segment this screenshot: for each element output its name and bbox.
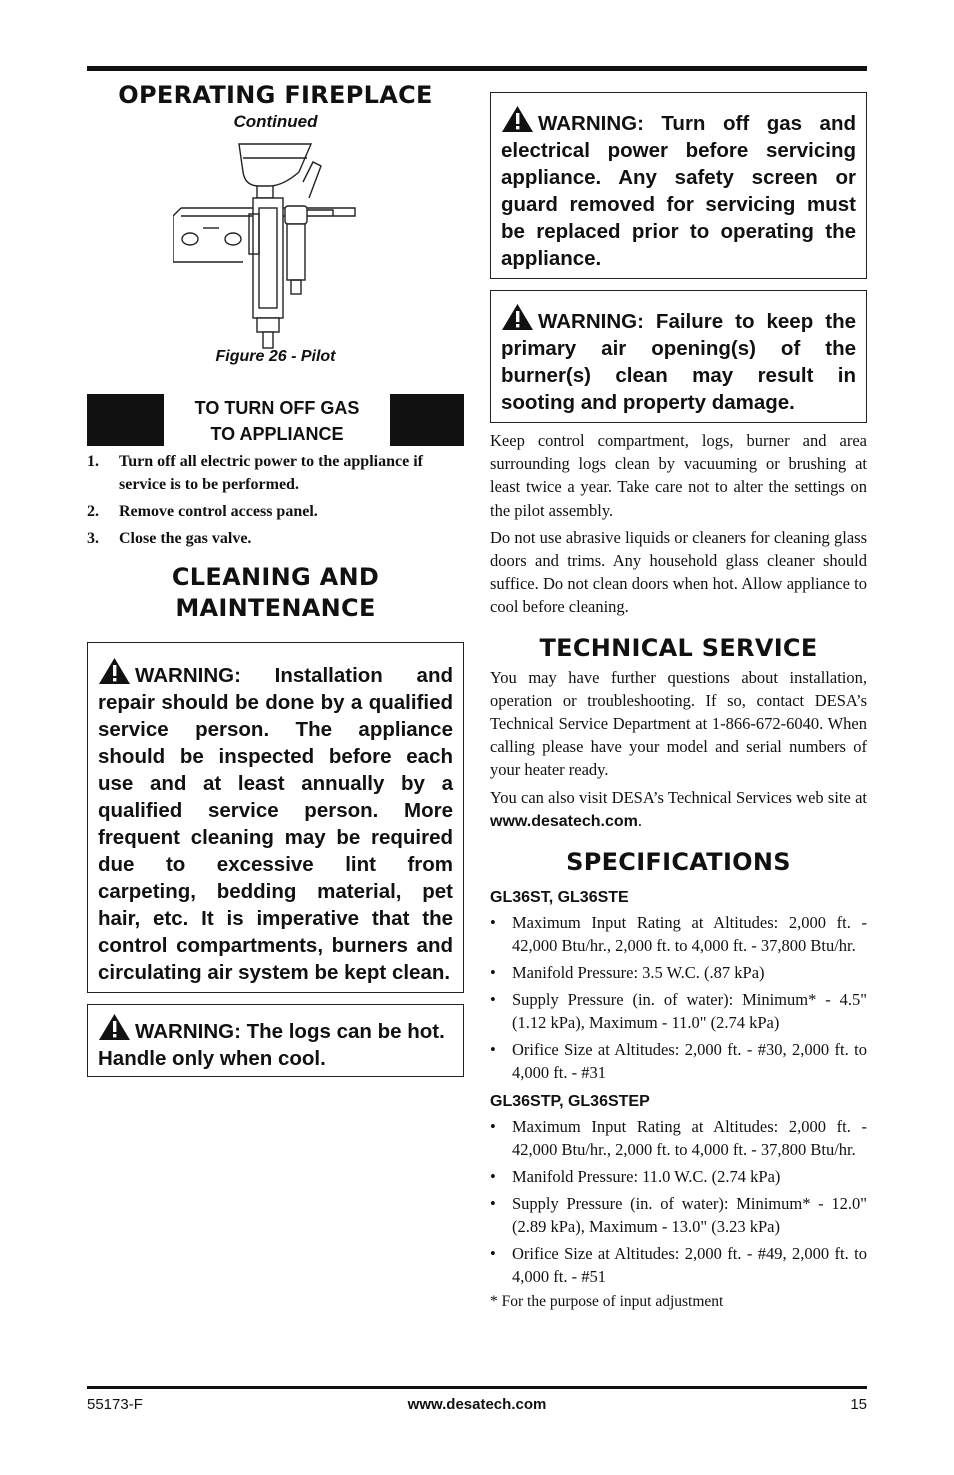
document-number: 55173-F: [87, 1396, 143, 1413]
bottom-rule: [87, 1386, 867, 1389]
section-title-cleaning: CLEANING AND MAINTENANCE: [171, 563, 380, 622]
spec-list: [490, 911, 867, 1084]
turn-off-steps: [87, 450, 464, 550]
footer-website: www.desatech.com: [407, 1396, 547, 1413]
cleaning-paragraph-2: Do not use abrasive liquids or cleaners for cleaning glass doors and trims. Any household glass cleaner should suffice. Do not clean doors when hot. Allow appliance to cool before cleaning.: [490, 527, 867, 617]
warning-triangle-icon: [98, 657, 131, 685]
header-bar-right: [390, 394, 464, 446]
list-item: 2. Remove control access panel.: [87, 503, 318, 520]
list-item: • Maximum Input Rating at Altitudes: 2,000 ft. - 42,000 Btu/hr., 2,000 ft. to 4,000 ft. - 37,800 Btu/hr.: [490, 913, 867, 956]
footnote: * For the purpose of input adjustment: [490, 1293, 724, 1311]
list-item: 3. Close the gas valve.: [87, 530, 252, 547]
warning-box-turn-off-gas: [490, 92, 867, 279]
warning-box-air-opening: [490, 290, 867, 423]
warning-box-installation: [87, 642, 464, 993]
section-subtitle-continued: Continued: [233, 112, 318, 131]
header-bar-left: [87, 394, 164, 446]
warning-turn-off-text: WARNING: Turn off gas and electrical power before servicing appliance. Any safety screen or guard removed for servicing must be replaced prior to operating the appliance.: [501, 112, 856, 270]
warning-air-opening-text: WARNING: Failure to keep the primary air opening(s) of the burner(s) clean may result in sooting and property damage.: [501, 310, 856, 414]
model-heading: GL36ST, GL36STE: [490, 889, 629, 907]
model-heading: GL36STP, GL36STEP: [490, 1093, 650, 1111]
warning-triangle-icon: [98, 1013, 131, 1041]
figure-caption: Figure 26 - Pilot: [215, 348, 336, 365]
warning-installation-text: WARNING: Installation and repair should be done by a qualified service person. The appliance should be inspected before each use and at least annually by a qualified service person. More frequent cleaning may be required due to excessive lint from carpeting, bedding material, pet hair, etc. It is imperative that the control compartments, burners and circulating air system be kept clean.: [98, 664, 453, 984]
list-item: • Orifice Size at Altitudes: 2,000 ft. - #30, 2,000 ft. to 4,000 ft. - #31: [490, 1040, 867, 1083]
section-title-specifications: SPECIFICATIONS: [566, 848, 791, 877]
right-column: [490, 92, 867, 1312]
pilot-assembly-illustration: [173, 142, 363, 352]
warning-triangle-icon: [501, 303, 534, 331]
list-item: • Supply Pressure (in. of water): Minimum* - 4.5" (1.12 kPa), Maximum - 11.0" (2.74 kPa): [490, 990, 867, 1033]
warning-box-logs: [87, 1004, 464, 1077]
spec-list: [490, 1115, 867, 1288]
warning-logs-text: WARNING: The logs can be hot. Handle only when cool.: [98, 1020, 445, 1070]
page-number: 15: [850, 1396, 867, 1413]
list-item: 1. Turn off all electric power to the appliance if service is to be performed.: [87, 453, 423, 493]
technical-paragraph-2: You can also visit DESA’s Technical Services web site at www.desatech.com.: [490, 787, 867, 830]
turn-off-gas-header: [87, 394, 464, 446]
cleaning-paragraph-1: Keep control compartment, logs, burner and area surrounding logs clean by vacuuming or brushing at least twice a year. Take care not to alter the settings on the pilot assembly.: [490, 431, 867, 520]
left-column: [87, 80, 464, 1077]
turn-off-line-2: TO APPLIANCE: [210, 424, 344, 444]
list-item: • Supply Pressure (in. of water): Minimum* - 12.0" (2.89 kPa), Maximum - 13.0" (3.23 kPa): [490, 1194, 867, 1237]
warning-triangle-icon: [501, 105, 534, 133]
list-item: • Maximum Input Rating at Altitudes: 2,000 ft. - 42,000 Btu/hr., 2,000 ft. to 4,000 ft. - 37,800 Btu/hr.: [490, 1117, 867, 1160]
section-title-technical-service: TECHNICAL SERVICE: [539, 633, 818, 662]
website-link[interactable]: www.desatech.com: [490, 812, 638, 830]
top-rule: [87, 66, 867, 71]
technical-paragraph-1: You may have further questions about installation, operation or troubleshooting. If so, contact DESA’s Technical Service Department at 1-866-672-6040. When calling please have your model and serial numbers of your heater ready.: [490, 667, 867, 780]
turn-off-line-1: TO TURN OFF GAS: [194, 398, 360, 418]
list-item: • Manifold Pressure: 3.5 W.C. (.87 kPa): [490, 963, 765, 983]
list-item: • Manifold Pressure: 11.0 W.C. (2.74 kPa): [490, 1167, 781, 1187]
section-title-operating: OPERATING FIREPLACE: [118, 81, 433, 109]
pilot-figure: [87, 132, 464, 362]
list-item: • Orifice Size at Altitudes: 2,000 ft. - #49, 2,000 ft. to 4,000 ft. - #51: [490, 1244, 867, 1287]
